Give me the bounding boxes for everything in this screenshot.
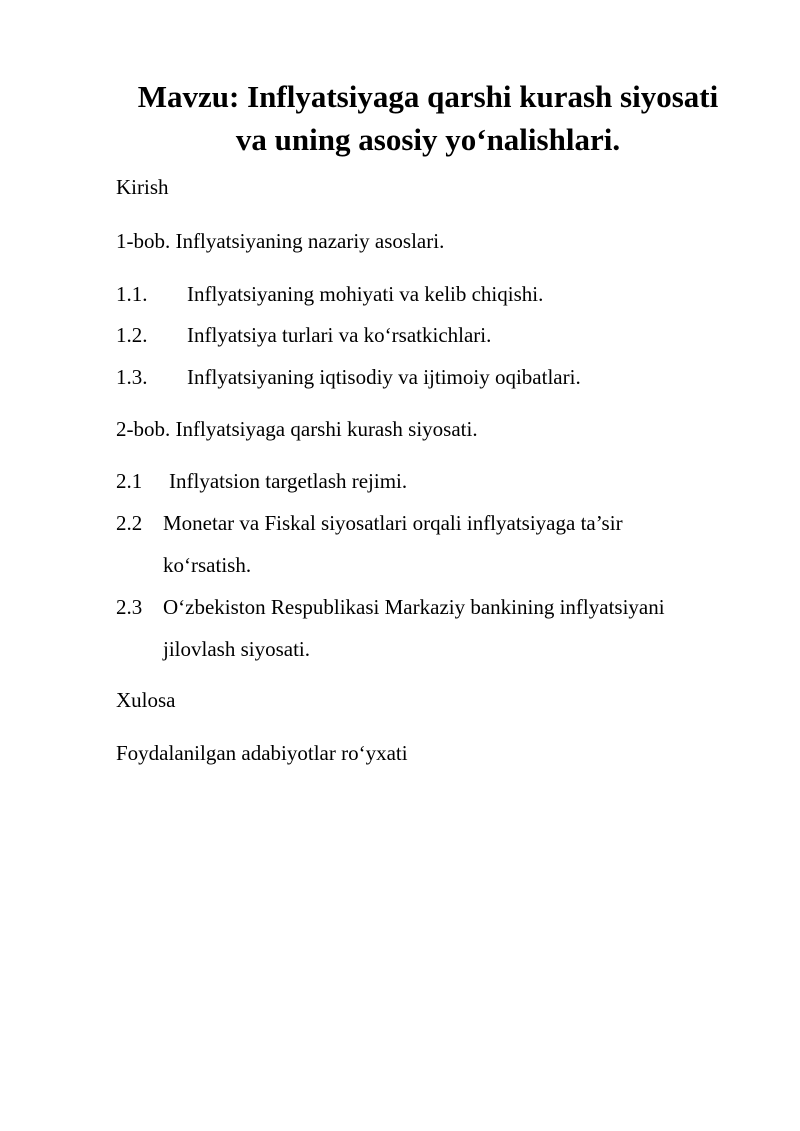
toc-item-number: 1.2. <box>116 323 148 347</box>
toc-item-number: 1.1. <box>116 282 148 306</box>
toc-item-2-3 <box>116 594 142 620</box>
toc-item-text: Inflyatsiyaning iqtisodiy va ijtimoiy oqibatlari. <box>187 365 581 389</box>
toc-item-text: Inflyatsion targetlash rejimi. <box>169 469 408 493</box>
toc-references: Foydalanilgan adabiyotlar ro‘yxati <box>116 741 408 765</box>
toc-conclusion: Xulosa <box>116 688 176 712</box>
toc-item-2-2 <box>116 510 142 536</box>
toc-item-text-line-1: O‘zbekiston Respublikasi Markaziy bankining inflyatsiyani <box>163 595 665 619</box>
toc-item-1-1 <box>116 281 148 307</box>
title-line-1: Mavzu: Inflyatsiyaga qarshi kurash siyosati <box>137 79 719 114</box>
toc-item-text-line-2: jilovlash siyosati. <box>163 637 310 661</box>
toc-item-text-line-2: ko‘rsatish. <box>163 553 252 577</box>
toc-item-2-1 <box>116 468 142 494</box>
toc-item-1-2 <box>116 322 148 348</box>
toc-item-number: 1.3. <box>116 365 148 389</box>
toc-item-number: 2.1 <box>116 469 143 493</box>
toc-item-number: 2.3 <box>116 595 143 619</box>
toc-intro: Kirish <box>116 175 169 199</box>
toc-chapter-1-heading: 1-bob. Inflyatsiyaning nazariy asoslari. <box>116 229 445 253</box>
toc-item-number: 2.2 <box>116 511 143 535</box>
toc-item-text-line-1: Monetar va Fiskal siyosatlari orqali inflyatsiyaga ta’sir <box>163 511 623 535</box>
title-line-2: va uning asosiy yo‘nalishlari. <box>235 122 621 157</box>
toc-chapter-2-heading: 2-bob. Inflyatsiyaga qarshi kurash siyosati. <box>116 417 478 441</box>
toc-item-text: Inflyatsiyaning mohiyati va kelib chiqishi. <box>187 282 544 306</box>
toc-item-1-3 <box>116 364 148 390</box>
toc-item-text: Inflyatsiya turlari va ko‘rsatkichlari. <box>187 323 492 347</box>
